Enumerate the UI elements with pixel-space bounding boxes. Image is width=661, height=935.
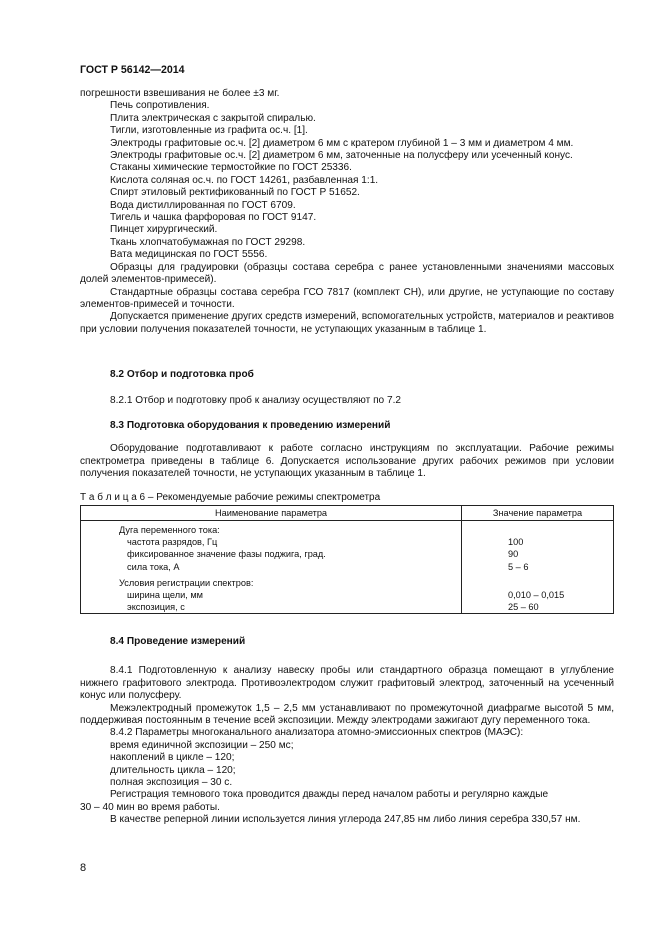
section-8-2 [80,369,614,408]
parameter-value: 5 – 6 [462,561,614,573]
paragraph: Пинцет хирургический. [110,224,218,236]
table-row [81,521,614,537]
paragraph: полная экспозиция – 30 с. [110,777,233,789]
parameter-name: сила тока, А [127,561,180,572]
paragraph: Тигли, изготовленные из графита ос.ч. [1]. [110,125,308,137]
paragraph: Спирт этиловый ректификованный по ГОСТ Р 51652. [110,187,360,199]
paragraph: 8.4.2 Параметры многоканального анализатора атомно-эмиссионных спектров (МАЭС): [110,727,524,739]
parameter-value [462,573,614,589]
paragraph: Кислота соляная ос.ч. по ГОСТ 14261, разбавленная 1:1. [110,174,379,186]
parameters-table [80,505,614,614]
paragraph: Электроды графитовые ос.ч. [2] диаметром 6 мм с кратером глубиной 1 – 3 мм и диаметром 4 мм. [110,137,574,149]
section-8-3 [80,420,614,481]
paragraph: Стаканы химические термостойкие по ГОСТ 25336. [110,162,352,174]
parameter-value: 0,010 – 0,015 [462,589,614,601]
paragraph: Тигель и чашка фарфоровая по ГОСТ 9147. [110,212,317,224]
paragraph: 30 – 40 мин во время работы. [80,801,220,813]
section-8-4 [80,636,614,827]
table-row [81,536,614,548]
parameter-name: экспозиция, с [127,602,185,613]
table-row [81,548,614,560]
section-8-2-title: 8.2 Отбор и подготовка проб [110,369,254,380]
paragraph: погрешности взвешивания не более ±3 мг. [80,88,280,99]
table-row [81,573,614,589]
paragraph: Печь сопротивления. [110,100,210,112]
paragraph: 8.4.1 Подготовленную к анализу навеску пробы или стандартного образца помещают в углубление нижнего графитового электрода. Противоэлектродом служит графитовый электрод, заточенный на усеченный конус или полусферу. [80,665,614,702]
paragraph: Допускается применение других средств измерений, вспомогательных устройств, материалов и реактивов при условии получения показателей точности, не уступающих указанным в таблице 1. [80,311,614,335]
table-header-name: Наименование параметра [81,506,462,521]
parameter-name: Условия регистрации спектров: [119,577,254,588]
materials-list [80,88,614,336]
paragraph: Межэлектродный промежуток 1,5 – 2,5 мм устанавливают по промежуточной диафрагме высотой 5 мм, поддерживая постоянным в течение всей экспозиции. Между электродами зажигают дугу переменного тока. [80,702,614,727]
paragraph: накоплений в цикле – 120; [110,752,235,764]
parameter-value: 25 – 60 [462,601,614,614]
parameter-value: 90 [462,548,614,560]
parameter-name: ширина щели, мм [127,590,203,601]
section-8-2-text: 8.2.1 Отбор и подготовку проб к анализу осуществляют по 7.2 [110,395,402,407]
parameter-value: 100 [462,536,614,548]
table-caption: Т а б л и ц а 6 – Рекомендуемые рабочие режимы спектрометра [80,492,381,503]
paragraph: Плита электрическая с закрытой спиралью. [110,112,316,124]
paragraph: Образцы для градуировки (образцы состава серебра с ранее установленными значениями массовых долей элементов-примесей). [80,261,614,286]
paragraph: В качестве реперной линии используется линия углерода 247,85 нм либо линия серебра 330,57 нм. [110,814,581,826]
document-header: ГОСТ Р 56142—2014 [80,64,185,76]
paragraph: время единичной экспозиции – 250 мс; [110,739,294,751]
parameter-name: Дуга переменного тока: [119,525,220,535]
parameter-value [462,521,614,537]
paragraph: длительность цикла – 120; [110,764,236,776]
paragraph: Вода дистиллированная по ГОСТ 6709. [110,199,296,211]
section-8-4-title: 8.4 Проведение измерений [110,636,246,647]
section-8-3-title: 8.3 Подготовка оборудования к проведению измерений [110,420,391,431]
paragraph: Электроды графитовые ос.ч. [2] диаметром 6 мм, заточенные на полусферу или усеченный конус. [110,150,573,162]
table-header-value: Значение параметра [462,506,614,521]
paragraph: Регистрация темнового тока проводится дважды перед началом работы и регулярно каждые [110,789,549,801]
table-row [81,601,614,614]
table-row [81,561,614,573]
paragraph: Вата медицинская по ГОСТ 5556. [110,249,268,261]
page-number: 8 [80,862,87,874]
paragraph: Ткань хлопчатобумажная по ГОСТ 29298. [110,236,306,248]
table-header-row [81,506,614,521]
parameter-name: фиксированное значение фазы поджига, град. [127,549,326,560]
paragraph: Стандартные образцы состава серебра ГСО 7817 (комплект СН), или другие, не уступающие по составу элементов-примесей и точности. [80,286,614,310]
section-8-3-text: Оборудование подготавливают к работе согласно инструкциям по эксплуатации. Рабочие режимы спектрометра приведены в таблице 6. Допускается использование других рабочих режимов при условии получения показателей точности, не уступающих указанным в таблице 1. [80,443,614,480]
parameter-name: частота разрядов, Гц [127,537,218,548]
section-8-4-body [80,665,614,826]
table-row [81,589,614,601]
